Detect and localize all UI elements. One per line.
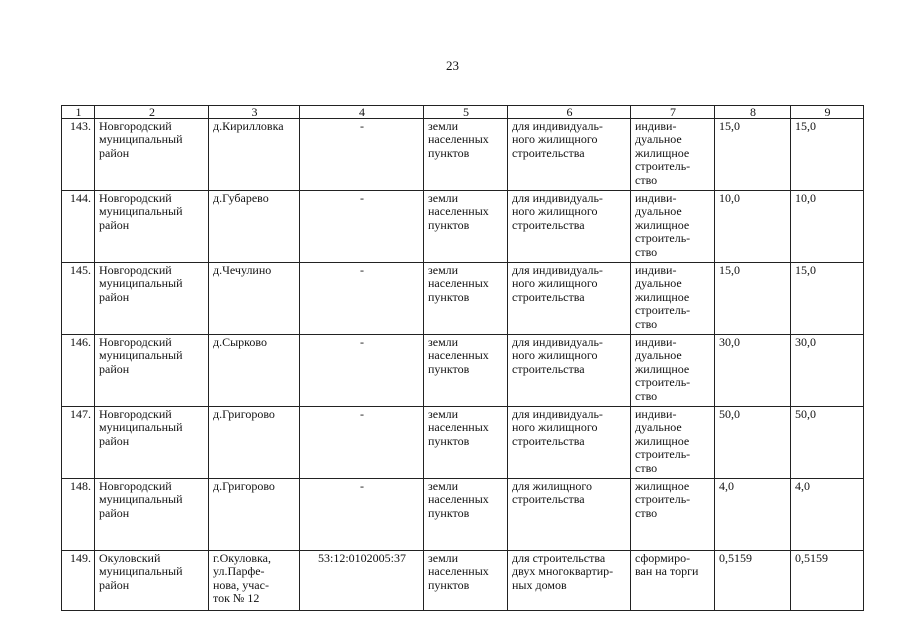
table-body	[62, 119, 864, 611]
area-cell: 15,0	[715, 119, 791, 191]
table-row	[62, 335, 864, 407]
district-cell: Новгородский муниципальный район	[95, 335, 209, 407]
permitted-use-cell: для жилищного строительства	[508, 479, 631, 551]
area-cell: 50,0	[715, 407, 791, 479]
row-number: 143.	[62, 119, 95, 191]
column-header-4: 4	[300, 106, 424, 119]
cadastral-number-cell: -	[300, 407, 424, 479]
cadastral-number-cell: -	[300, 479, 424, 551]
table-row	[62, 119, 864, 191]
area-cell: 15,0	[791, 119, 864, 191]
area-cell: 15,0	[791, 263, 864, 335]
permitted-use-cell: для индивидуаль- ного жилищного строительства	[508, 119, 631, 191]
use-type-cell: индиви- дуальное жилищное строитель- ство	[631, 263, 715, 335]
district-cell: Новгородский муниципальный район	[95, 479, 209, 551]
row-number: 144.	[62, 191, 95, 263]
cadastral-number-cell: -	[300, 263, 424, 335]
permitted-use-cell: для индивидуаль- ного жилищного строительства	[508, 335, 631, 407]
use-type-cell: индиви- дуальное жилищное строитель- ство	[631, 191, 715, 263]
permitted-use-cell: для индивидуаль- ного жилищного строительства	[508, 191, 631, 263]
locality-cell: д.Григорово	[209, 479, 300, 551]
area-cell: 10,0	[791, 191, 864, 263]
land-category-cell: земли населенных пунктов	[424, 263, 508, 335]
column-header-7: 7	[631, 106, 715, 119]
row-number: 145.	[62, 263, 95, 335]
permitted-use-cell: для индивидуаль- ного жилищного строительства	[508, 263, 631, 335]
column-header-2: 2	[95, 106, 209, 119]
district-cell: Новгородский муниципальный район	[95, 191, 209, 263]
row-number: 146.	[62, 335, 95, 407]
area-cell: 15,0	[715, 263, 791, 335]
table-row	[62, 551, 864, 611]
district-cell: Новгородский муниципальный район	[95, 119, 209, 191]
locality-cell: г.Окуловка, ул.Парфе- нова, учас- ток № 12	[209, 551, 300, 611]
column-header-6: 6	[508, 106, 631, 119]
district-cell: Новгородский муниципальный район	[95, 407, 209, 479]
cadastral-number-cell: -	[300, 335, 424, 407]
land-category-cell: земли населенных пунктов	[424, 479, 508, 551]
land-category-cell: земли населенных пунктов	[424, 551, 508, 611]
use-type-cell: жилищное строитель- ство	[631, 479, 715, 551]
table-row	[62, 263, 864, 335]
district-cell: Окуловский муниципальный район	[95, 551, 209, 611]
permitted-use-cell: для строительства двух многоквартир- ных домов	[508, 551, 631, 611]
land-category-cell: земли населенных пунктов	[424, 407, 508, 479]
area-cell: 0,5159	[715, 551, 791, 611]
table-row	[62, 191, 864, 263]
row-number: 148.	[62, 479, 95, 551]
area-cell: 30,0	[791, 335, 864, 407]
row-number: 147.	[62, 407, 95, 479]
locality-cell: д.Григорово	[209, 407, 300, 479]
column-header-9: 9	[791, 106, 864, 119]
permitted-use-cell: для индивидуаль- ного жилищного строительства	[508, 407, 631, 479]
land-category-cell: земли населенных пунктов	[424, 191, 508, 263]
column-header-3: 3	[209, 106, 300, 119]
table-row	[62, 479, 864, 551]
land-category-cell: земли населенных пунктов	[424, 335, 508, 407]
column-header-5: 5	[424, 106, 508, 119]
cadastral-number-cell: 53:12:0102005:37	[300, 551, 424, 611]
area-cell: 0,5159	[791, 551, 864, 611]
locality-cell: д.Сырково	[209, 335, 300, 407]
locality-cell: д.Чечулино	[209, 263, 300, 335]
area-cell: 4,0	[715, 479, 791, 551]
area-cell: 4,0	[791, 479, 864, 551]
table-row	[62, 407, 864, 479]
row-number: 149.	[62, 551, 95, 611]
area-cell: 10,0	[715, 191, 791, 263]
land-category-cell: земли населенных пунктов	[424, 119, 508, 191]
district-cell: Новгородский муниципальный район	[95, 263, 209, 335]
land-plots-table	[61, 105, 864, 611]
use-type-cell: индиви- дуальное жилищное строитель- ство	[631, 407, 715, 479]
table-header-row	[62, 106, 864, 119]
locality-cell: д.Губарево	[209, 191, 300, 263]
area-cell: 50,0	[791, 407, 864, 479]
cadastral-number-cell: -	[300, 191, 424, 263]
page-number: 23	[446, 58, 459, 73]
locality-cell: д.Кирилловка	[209, 119, 300, 191]
column-header-8: 8	[715, 106, 791, 119]
cadastral-number-cell: -	[300, 119, 424, 191]
use-type-cell: сформиро- ван на торги	[631, 551, 715, 611]
use-type-cell: индиви- дуальное жилищное строитель- ство	[631, 119, 715, 191]
area-cell: 30,0	[715, 335, 791, 407]
column-header-1: 1	[62, 106, 95, 119]
use-type-cell: индиви- дуальное жилищное строитель- ство	[631, 335, 715, 407]
